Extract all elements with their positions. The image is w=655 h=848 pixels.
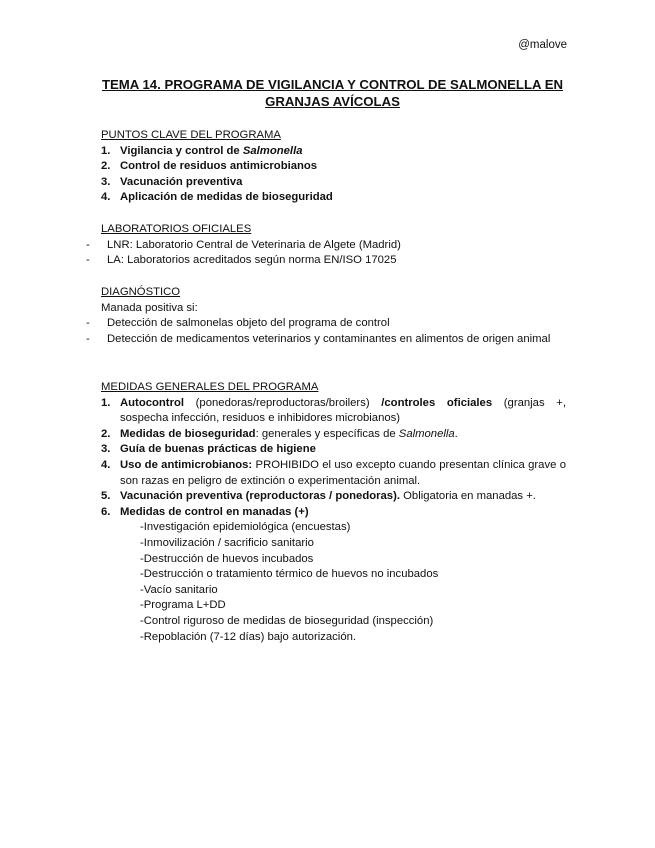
list-item-bold: /controles oficiales (381, 396, 493, 409)
list-item-bold: Guía de buenas prácticas de higiene (120, 443, 316, 456)
sub-list-item: -Repoblación (7-12 días) bajo autorización. (140, 630, 357, 643)
author-handle: @malove (518, 39, 567, 51)
sub-list (101, 520, 566, 645)
sub-list-item: -Control riguroso de medidas de bioseguridad (inspección) (140, 614, 434, 627)
section-heading: MEDIDAS GENERALES DEL PROGRAMA (101, 381, 319, 393)
sub-list-item: -Vacío sanitario (140, 583, 218, 596)
list-item-bold: Medidas de bioseguridad (120, 427, 256, 440)
list-item-bold: Uso de antimicrobianos: (120, 458, 253, 471)
list-item-text: Obligatoria en manadas +. (399, 490, 536, 503)
section-heading: PUNTOS CLAVE DEL PROGRAMA (101, 129, 281, 141)
list-number: 3. (101, 443, 111, 456)
list-item-text: LNR: Laboratorio Central de Veterinaria de Algete (Madrid) (107, 238, 401, 251)
document-title: TEMA 14. PROGRAMA DE VIGILANCIA Y CONTROL DE SALMONELLA EN GRANJAS AVÍCOLAS (101, 77, 564, 109)
list-item-bold: Autocontrol (120, 396, 185, 409)
list-item-text: Vacunación preventiva (120, 175, 243, 188)
list-item-bold: Vacunación preventiva (reproductoras / ponedoras). (120, 490, 400, 503)
list-item-text: Control de residuos antimicrobianos (120, 160, 318, 173)
diagnostico-intro: Manada positiva si: (101, 301, 198, 314)
list-item (101, 505, 566, 521)
list-item-text: Detección de medicamentos veterinarios y contaminantes en alimentos de origen animal (107, 332, 551, 345)
sub-list-item: -Programa L+DD (140, 599, 226, 612)
list-item-text: : generales y específicas de (255, 427, 399, 440)
section-medidas (90, 380, 566, 645)
list-item-text: Aplicación de medidas de bioseguridad (120, 191, 333, 204)
section-laboratorios (86, 222, 561, 269)
section-puntos-clave (90, 128, 565, 206)
list-item (101, 159, 565, 175)
list-item (101, 396, 566, 427)
list-item-text: . (454, 427, 458, 440)
section-heading: LABORATORIOS OFICIALES (101, 223, 252, 235)
list-item (101, 427, 566, 443)
list-number: 1. (101, 144, 111, 157)
list-number: 1. (101, 396, 111, 409)
list-dash: - (86, 332, 90, 345)
list-dash: - (86, 238, 90, 251)
sub-list-item: -Inmovilización / sacrificio sanitario (140, 536, 314, 549)
list-item (86, 253, 561, 269)
list-number: 2. (101, 160, 111, 173)
section-diagnostico (86, 285, 564, 347)
list-item-text: PROHIBIDO el uso excepto cuando presentan clínica grave o son razas en peligro de extinción o experimentación animal. (120, 458, 566, 487)
list-item-text: Vigilancia y control de (120, 144, 243, 157)
sub-list-item: -Destrucción de huevos incubados (140, 552, 314, 565)
list-number: 5. (101, 490, 111, 503)
list-item-text: (ponedoras/reproductoras/broilers) (184, 396, 382, 409)
list-item (101, 175, 565, 191)
list-number: 3. (101, 175, 111, 188)
list-number: 4. (101, 191, 111, 204)
list-item (101, 144, 565, 160)
section-heading: DIAGNÓSTICO (101, 286, 181, 298)
list-item (86, 316, 564, 332)
list-item (86, 238, 561, 254)
list-item-italic: Salmonella (398, 427, 455, 440)
list-dash: - (86, 254, 90, 267)
list-item-text: Detección de salmonelas objeto del programa de control (107, 317, 390, 330)
list-item-text: (granjas +, sospecha infección, residuos e inhibidores microbianos) (120, 396, 566, 425)
list-item (101, 458, 566, 489)
list-number: 4. (101, 458, 111, 471)
sub-list-item: -Destrucción o tratamiento térmico de huevos no incubados (140, 568, 439, 581)
sub-list-item: -Investigación epidemiológica (encuestas) (140, 521, 351, 534)
list-item (101, 190, 565, 206)
list-item (86, 332, 564, 348)
list-number: 6. (101, 505, 111, 518)
list-item-italic: Salmonella (242, 144, 303, 157)
list-item (101, 442, 566, 458)
list-item-text: LA: Laboratorios acreditados según norma EN/ISO 17025 (107, 254, 397, 267)
list-item-bold: Medidas de control en manadas (+) (120, 505, 309, 518)
list-dash: - (86, 317, 90, 330)
list-number: 2. (101, 427, 111, 440)
list-item (101, 489, 566, 505)
